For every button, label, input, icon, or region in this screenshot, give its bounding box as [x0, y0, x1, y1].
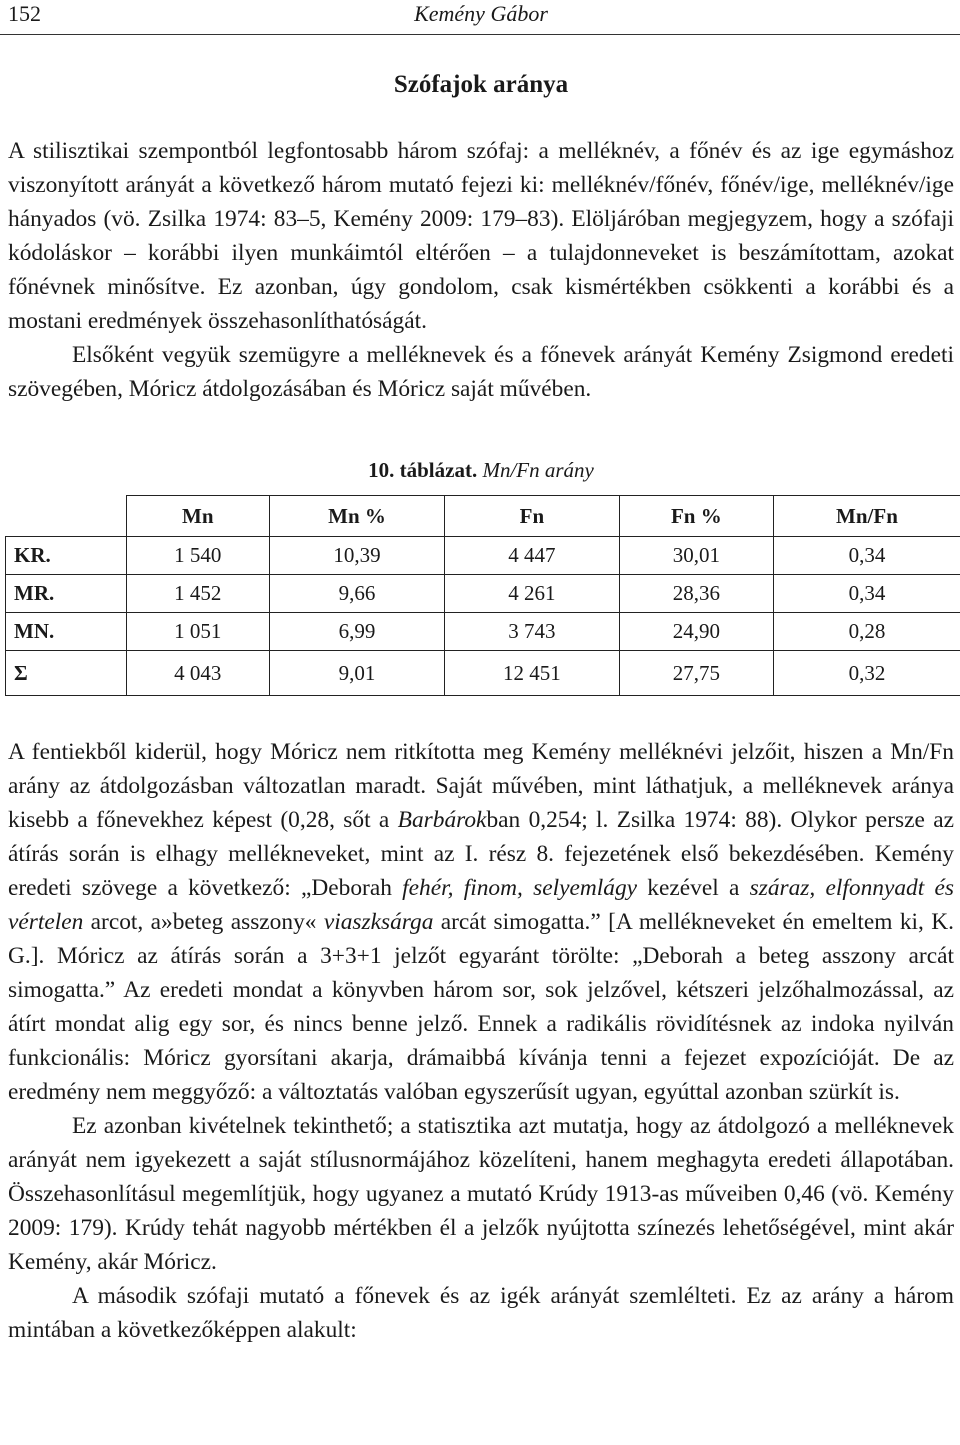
column-header: Mn/Fn [773, 496, 960, 537]
table-cell: 0,32 [773, 651, 960, 696]
table-cell: 9,66 [270, 575, 445, 613]
table-row-total [6, 651, 960, 696]
paragraph-3-text: arcát simogatta.” [A mellékneveket én emeltem ki, K. G.]. Móricz az átírás során a 3+3+1 jelzőt egyaránt törölte: „Deborah a beteg asszony arcát simogatta.” Az eredeti mondat a könyvben három sor, sok jelzővel, kétszeri jelzőhalmozással, az átírt mondat alig egy sor, és nincs benne jelző. Ennek a radikális rövidítésnek az indoka nyilván funkcionális: Móricz gyorsítani akarja, drámaibbá kívánja tenni a fejezet expozícióját. De az eredmény nem meggyőző: a változtatás valóban egyszerűsít ugyan, egyúttal azonban szürkít is. [8, 909, 954, 1105]
paragraph-3 [8, 735, 954, 1109]
table-cell: 30,01 [619, 537, 773, 575]
row-label: KR. [6, 537, 127, 575]
text-block-intro [8, 134, 954, 406]
table-header-row [6, 496, 960, 537]
page-number: 152 [8, 1, 41, 26]
table-caption-number: 10. táblázat. [368, 458, 478, 482]
table-caption-text: Mn/Fn arány [482, 458, 594, 482]
paragraph-3-text: kezével a [637, 875, 750, 901]
running-title: Kemény Gábor [414, 1, 548, 26]
row-label: MR. [6, 575, 127, 613]
column-header: Mn [126, 496, 270, 537]
paragraph-3-text: ban 0,254; l. Zsilka 1974: 88). Olykor persze az átírás során is elhagy mellékneveket, mint az I. rész 8. fejezetének első bekezdésében. Kemény eredeti szövege a következő: „Deborah [8, 807, 954, 901]
table-cell: 4 043 [126, 651, 270, 696]
row-label: MN. [6, 613, 127, 651]
paragraph-5: A második szófaji mutató a főnevek és az igék arányát szemlélteti. Ez az arány a három mintában a következőképpen alakult: [8, 1283, 954, 1343]
column-header: Fn % [619, 496, 773, 537]
table-cell: 28,36 [619, 575, 773, 613]
emphasis-adjectives: viaszksárga [323, 909, 434, 935]
table-cell: 0,34 [773, 575, 960, 613]
running-head [8, 0, 954, 28]
ratio-table [5, 495, 960, 696]
text-block-discussion [8, 735, 954, 1347]
table-cell: 12 451 [444, 651, 619, 696]
table-row [6, 613, 960, 651]
row-label: Σ [6, 651, 127, 696]
header-rule [0, 34, 960, 35]
section-title: Szófajok aránya [393, 71, 569, 98]
table-cell: 3 743 [444, 613, 619, 651]
column-header: Fn [444, 496, 619, 537]
table-cell: 24,90 [619, 613, 773, 651]
emphasis-adjectives: száraz, elfonnyadt és vértelen [8, 875, 954, 935]
table-cell: 4 261 [444, 575, 619, 613]
table-caption [8, 456, 954, 484]
book-page [8, 0, 954, 1343]
table-cell: 27,75 [619, 651, 773, 696]
table-cell: 9,01 [270, 651, 445, 696]
paragraph-1: A stilisztikai szempontból legfontosabb három szófaj: a melléknév, a főnév és az ige egymáshoz viszonyított arányát a következő három mutató fejezi ki: melléknév/főnév, főnév/ige, melléknév/ige hányados (vö. Zsilka 1974: 83–5, Kemény 2009: 179–83). Elöljáróban megjegyzem, hogy a szófaji kódoláskor – korábbi ilyen munkáimtól eltérően – a tulajdonneveket is beszámítottam, azokat főnévnek minősítve. Ez azonban, úgy gondolom, csak kismértékben csökkenti a korábbi és a mostani eredmények összehasonlíthatóságát. [8, 138, 954, 334]
paragraph-4: Ez azonban kivételnek tekinthető; a statisztika azt mutatja, hogy az átdolgozó a melléknevek arányát nem igyekezett a saját stílusnormájához közelíteni, hanem meghagyta eredeti állapotában. Összehasonlításul megemlítjük, hogy ugyanez a mutató Krúdy 1913-as műveiben 0,46 (vö. Kemény 2009: 179). Krúdy tehát nagyobb mértékben él a jelzők nyújtotta színezés lehetőségével, mint akár Kemény, akár Móricz. [8, 1113, 954, 1275]
column-header: Mn % [270, 496, 445, 537]
table-corner-cell [6, 496, 127, 537]
table-cell: 4 447 [444, 537, 619, 575]
table-cell: 1 452 [126, 575, 270, 613]
table-cell: 0,34 [773, 537, 960, 575]
table-cell: 0,28 [773, 613, 960, 651]
emphasis-adjectives: fehér, finom, selyemlágy [402, 875, 638, 901]
paragraph-3-text: arcot, a»beteg asszony« [83, 909, 324, 935]
table-cell: 6,99 [270, 613, 445, 651]
table-cell: 1 051 [126, 613, 270, 651]
emphasis-title: Barbárok [397, 807, 487, 833]
paragraph-3-text: A fentiekből kiderül, hogy Móricz nem ritkította meg Kemény melléknévi jelzőit, hiszen a Mn/Fn arány az átdolgozásban változatlan maradt. Saját művében, mint láthatjuk, a melléknevek aránya kisebb a főnevekhez képest (0,28, sőt a [8, 739, 954, 833]
table-row [6, 537, 960, 575]
table-row [6, 575, 960, 613]
table-cell: 10,39 [270, 537, 445, 575]
paragraph-2: Elsőként vegyük szemügyre a melléknevek és a főnevek arányát Kemény Zsigmond eredeti szövegében, Móricz átdolgozásában és Móricz saját művében. [8, 342, 954, 402]
table-cell: 1 540 [126, 537, 270, 575]
